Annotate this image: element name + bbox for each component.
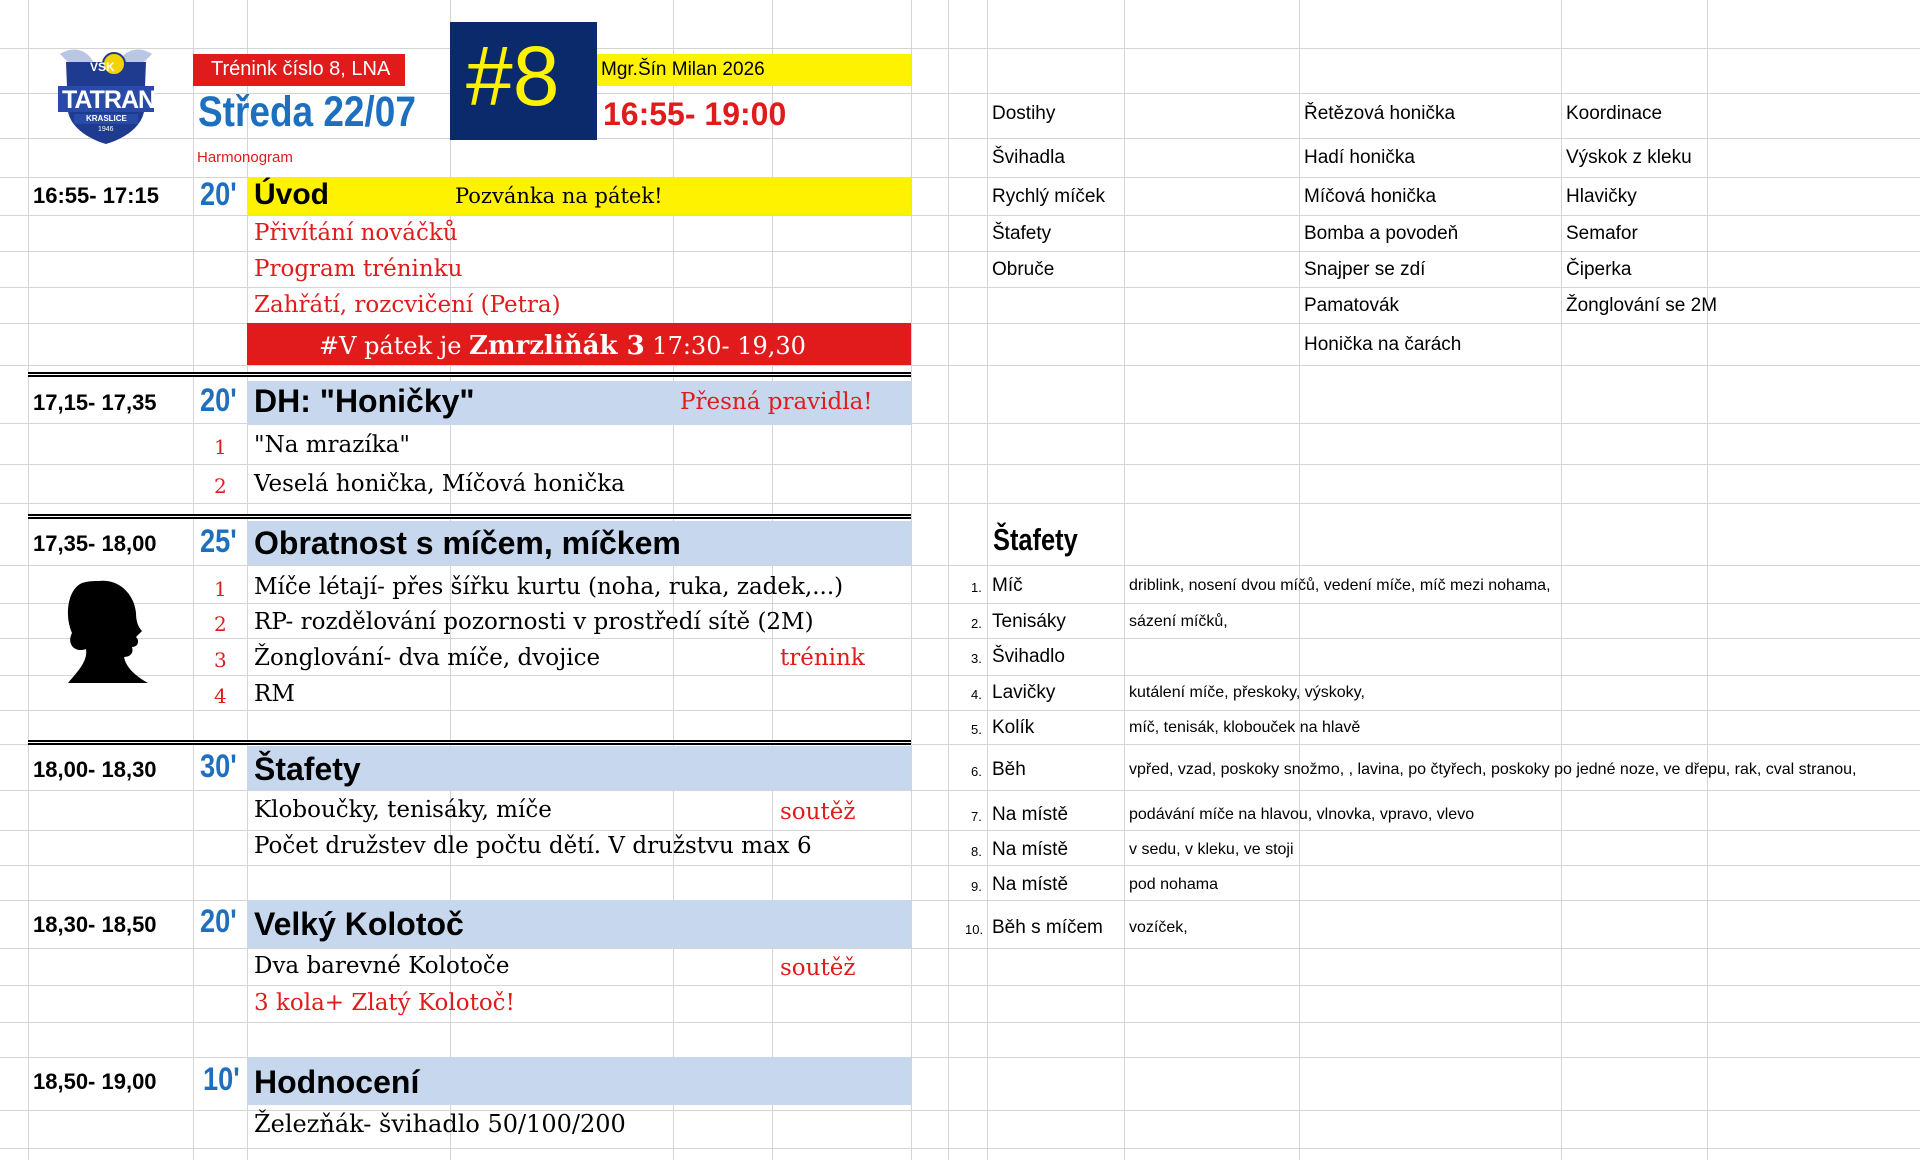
games-col3: Čiperka — [1566, 259, 1632, 280]
girl-silhouette-icon — [60, 575, 155, 685]
logo-year-text: 1946 — [98, 126, 114, 133]
block-time: 16:55- 17:15 — [33, 183, 159, 208]
stafety-desc: podávání míče na hlavou, vlnovka, vpravo, vlevo — [1129, 806, 1475, 823]
banner-bold: Zmrzliňák 3 — [469, 331, 645, 361]
block-minutes: 20' — [200, 382, 237, 418]
time-range: 16:55- 19:00 — [603, 96, 787, 132]
block-title: Štafety — [254, 751, 361, 787]
games-col2: Pamatovák — [1304, 295, 1400, 316]
block-title: Velký Kolotoč — [254, 906, 464, 942]
games-col2: Míčová honička — [1304, 186, 1437, 207]
club-logo — [50, 34, 162, 146]
stafety-num: 3. — [971, 651, 982, 666]
stafety-name: Běh — [992, 759, 1026, 780]
stafety-name: Tenisáky — [992, 611, 1066, 632]
games-col2: Řetězová honička — [1304, 103, 1456, 124]
block-note: Pozvánka na pátek! — [455, 184, 663, 208]
games-col3: Žonglování se 2M — [1566, 295, 1718, 316]
section-divider — [28, 372, 911, 377]
block-time: 18,50- 19,00 — [33, 1069, 157, 1094]
stafety-num: 8. — [971, 844, 982, 859]
stafety-desc: míč, tenisák, klobouček na hlavě — [1129, 719, 1361, 736]
stafety-desc: pod nohama — [1129, 876, 1218, 893]
intro-item: Zahřátí, rozcvičení (Petra) — [254, 292, 561, 318]
stafety-title: Štafety — [993, 522, 1078, 557]
logo-top-text: VSK — [90, 60, 115, 74]
stafety-desc: vpřed, vzad, poskoky snožmo, , lavina, po čtyřech, poskoky po jedné noze, ve dřepu, rak, cval stranou, — [1129, 761, 1857, 778]
block-title: Obratnost s míčem, míčkem — [254, 525, 681, 561]
item-number: 3 — [214, 648, 227, 672]
games-col1: Rychlý míček — [992, 186, 1105, 207]
stafety-desc: kutálení míče, přeskoky, výskoky, — [1129, 684, 1365, 701]
block-minutes: 10' — [203, 1061, 240, 1097]
stafety-name: Míč — [992, 575, 1023, 596]
block-note: Přesná pravidla! — [680, 389, 873, 415]
block-item: "Na mrazíka" — [254, 432, 410, 458]
item-number: 1 — [214, 577, 227, 601]
harmonogram-label: Harmonogram — [197, 149, 293, 166]
block-item: RP- rozdělování pozornosti v prostředí sítě (2M) — [254, 609, 814, 635]
block-item: Veselá honička, Míčová honička — [254, 471, 625, 497]
block-title: DH: "Honičky" — [254, 383, 475, 419]
training-number-box — [450, 22, 597, 140]
stafety-name: Lavičky — [992, 682, 1056, 703]
block-item: Kloboučky, tenisáky, míče — [254, 797, 552, 823]
games-col1: Švihadla — [992, 147, 1065, 168]
games-col3: Semafor — [1566, 223, 1638, 244]
block-time: 18,00- 18,30 — [33, 757, 157, 782]
logo-sub-text: KRASLICE — [86, 114, 127, 123]
block-minutes: 20' — [200, 903, 237, 939]
stafety-desc: sázení míčků, — [1129, 613, 1228, 630]
stafety-num: 7. — [971, 809, 982, 824]
block-minutes: 20' — [200, 176, 237, 212]
games-col1: Štafety — [992, 223, 1052, 244]
stafety-name: Na místě — [992, 804, 1069, 825]
block-title: Hodnocení — [254, 1064, 420, 1100]
block-time: 17,15- 17,35 — [33, 390, 157, 415]
games-col2: Bomba a povodeň — [1304, 223, 1459, 244]
stafety-num: 4. — [971, 687, 982, 702]
games-col3: Výskok z kleku — [1566, 147, 1692, 168]
games-col1: Dostihy — [992, 103, 1056, 124]
item-number: 4 — [214, 684, 227, 708]
intro-item: Přivítání nováčků — [254, 220, 458, 246]
item-number: 1 — [214, 435, 227, 459]
block-minutes: 30' — [200, 748, 237, 784]
section-divider — [28, 740, 911, 745]
block-minutes: 25' — [200, 523, 237, 559]
item-number: 2 — [214, 612, 227, 636]
item-tag: soutěž — [780, 799, 856, 825]
training-label: Trénink číslo 8, LNA — [193, 54, 405, 86]
item-number: 2 — [214, 474, 227, 498]
stafety-num: 1. — [971, 580, 982, 595]
block-item: Žonglování- dva míče, dvojice — [254, 645, 601, 671]
day-date: Středa 22/07 — [198, 88, 416, 136]
section-divider — [28, 514, 911, 519]
training-number: #8 — [466, 29, 560, 123]
item-tag: trénink — [780, 645, 865, 671]
games-col2: Honička na čarách — [1304, 334, 1462, 355]
block-item: Počet družstev dle počtu dětí. V družstvu max 6 — [254, 833, 812, 859]
block-item: 3 kola+ Zlatý Kolotoč! — [254, 990, 515, 1016]
intro-item: Program tréninku — [254, 256, 463, 282]
logo-main-text: TATRAN — [62, 86, 156, 114]
games-col1: Obruče — [992, 259, 1055, 280]
block-title: Úvod — [254, 178, 329, 211]
banner-pre: #V pátek je — [319, 332, 470, 360]
games-col3: Hlavičky — [1566, 186, 1637, 207]
block-time: 17,35- 18,00 — [33, 531, 157, 556]
games-col2: Snajper se zdí — [1304, 259, 1426, 280]
friday-banner — [247, 323, 911, 365]
block-item: Železňák- švihadlo 50/100/200 — [254, 1110, 626, 1138]
block-item: RM — [254, 681, 295, 707]
block-item: Dva barevné Kolotoče — [254, 953, 510, 979]
item-tag: soutěž — [780, 955, 856, 981]
games-col2: Hadí honička — [1304, 147, 1415, 168]
author-label: Mgr.Šín Milan 2026 — [597, 54, 911, 86]
stafety-num: 6. — [971, 764, 982, 779]
stafety-name: Švihadlo — [992, 646, 1065, 667]
stafety-name: Na místě — [992, 874, 1069, 895]
stafety-num: 10. — [965, 922, 984, 937]
games-col3: Koordinace — [1566, 103, 1663, 124]
stafety-name: Na místě — [992, 839, 1069, 860]
stafety-num: 5. — [971, 722, 982, 737]
banner-post: 17:30- 19,30 — [644, 332, 806, 360]
block-item: Míče létají- přes šířku kurtu (noha, ruka, zadek,...) — [254, 574, 844, 600]
block-time: 18,30- 18,50 — [33, 912, 157, 937]
stafety-name: Běh s míčem — [992, 917, 1103, 938]
stafety-num: 9. — [971, 879, 982, 894]
stafety-desc: vozíček, — [1129, 919, 1188, 936]
stafety-desc: v sedu, v kleku, ve stoji — [1129, 841, 1294, 858]
stafety-num: 2. — [971, 616, 982, 631]
stafety-name: Kolík — [992, 717, 1035, 738]
stafety-desc: driblink, nosení dvou míčů, vedení míče, míč mezi nohama, — [1129, 577, 1551, 594]
